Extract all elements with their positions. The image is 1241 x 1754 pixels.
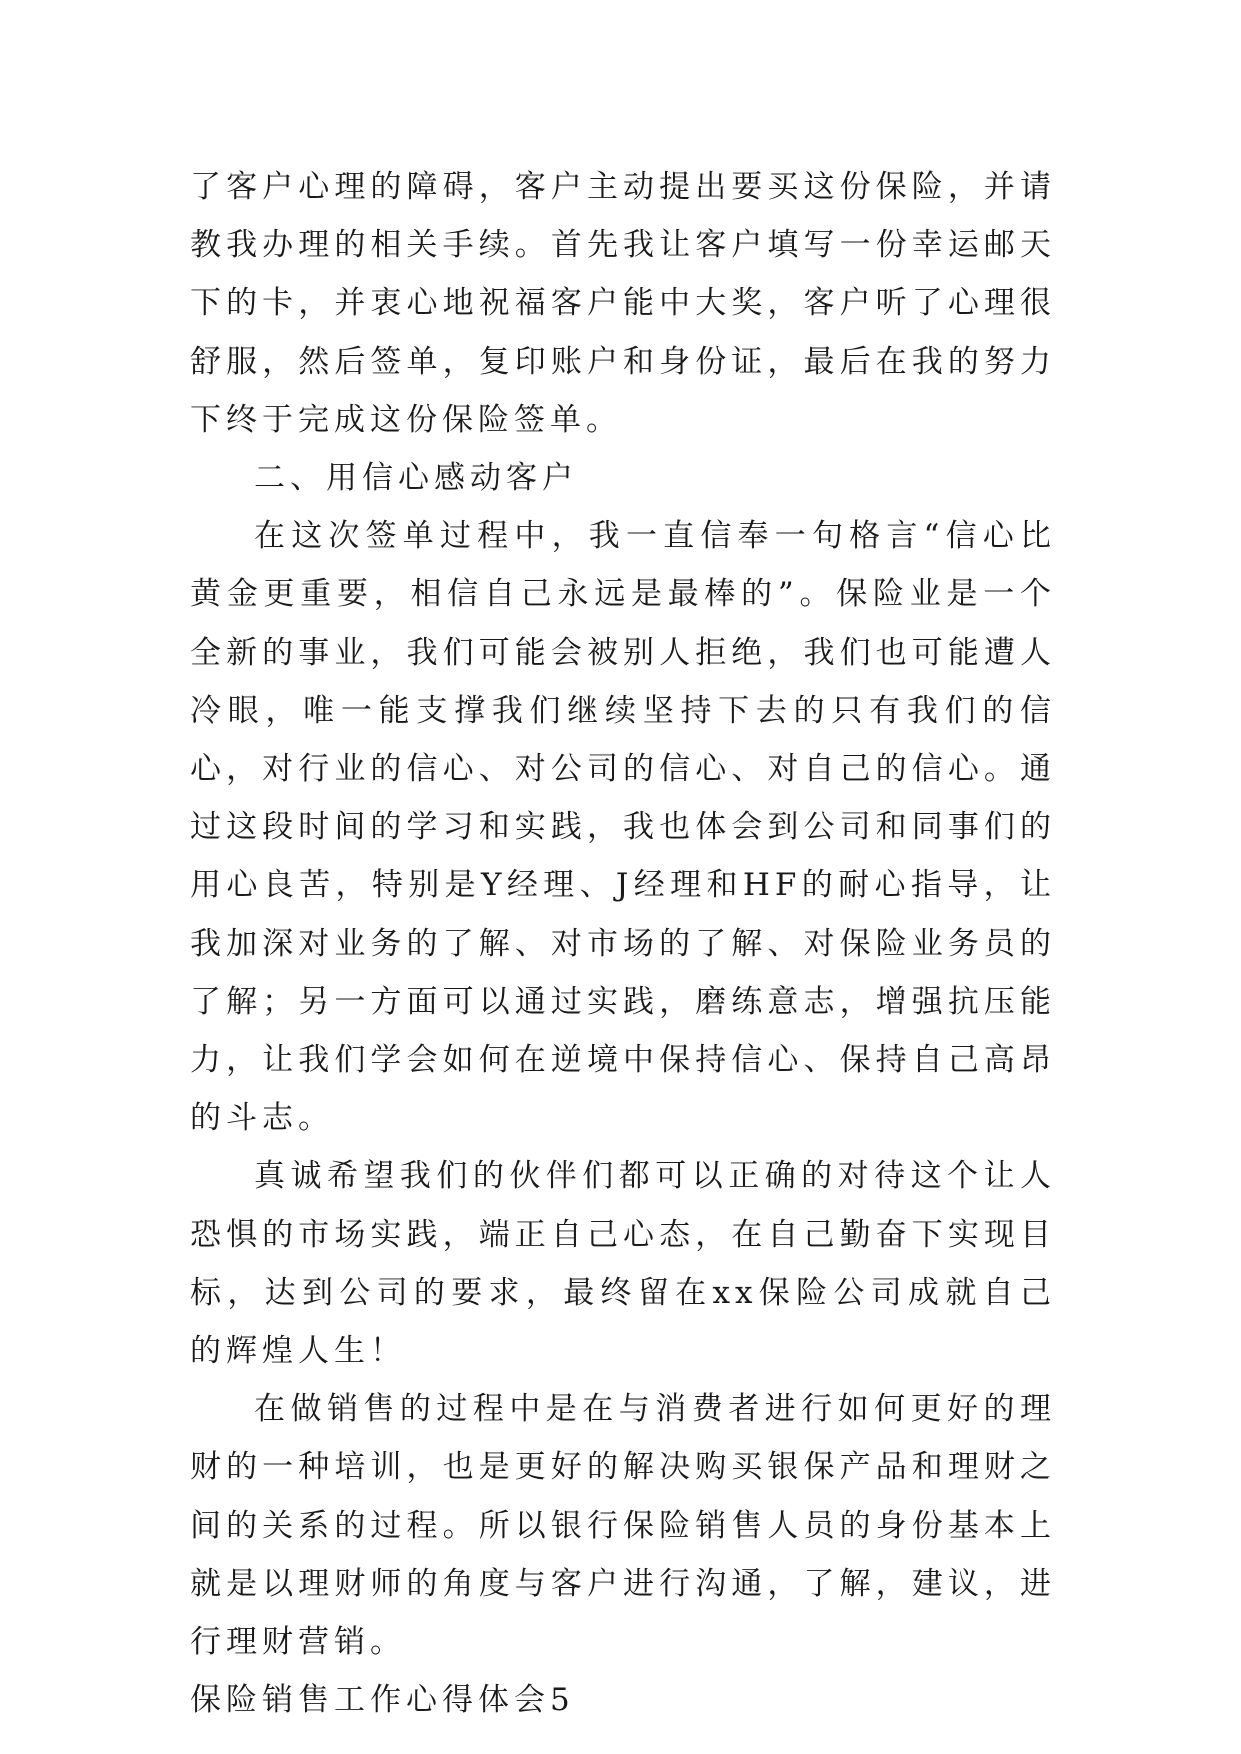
article-title: 保险销售工作心得体会5 bbox=[190, 1682, 575, 1719]
document-body bbox=[190, 158, 1056, 1729]
paragraph-continued: 了客户心理的障碍，客户主动提出要买这份保险，并请教我办理的相关手续。首先我让客户填写一份幸运邮天下的卡，并衷心地祝福客户能中大奖，客户听了心理很舒服，然后签单，复印账户和身份证，最后在我的努力下终于完成这份保险签单。 bbox=[190, 169, 1056, 438]
section-heading: 二、用信心感动客户 bbox=[254, 460, 578, 497]
paragraph-confidence: 在这次签单过程中，我一直信奉一句格言“信心比黄金更重要，相信自己永远是最棒的”。保险业是一个全新的事业，我们可能会被别人拒绝，我们也可能遭人冷眼，唯一能支撑我们继续坚持下去的只有我们的信心，对行业的信心、对公司的信心、对自己的信心。通过这段时间的学习和实践，我也体会到公司和同事们的用心良苦，特别是Y经理、J经理和HF的耐心指导，让我加深对业务的了解、对市场的了解、对保险业务员的了解；另一方面可以通过实践，磨练意志，增强抗压能力，让我们学会如何在逆境中保持信心、保持自己高昂的斗志。 bbox=[190, 518, 1056, 1137]
paragraph-sales-process: 在做销售的过程中是在与消费者进行如何更好的理财的一种培训，也是更好的解决购买银保产品和理财之间的关系的过程。所以银行保险销售人员的身份基本上就是以理财师的角度与客户进行沟通，了解，建议，进行理财营销。 bbox=[190, 1391, 1056, 1661]
paragraph-hope: 真诚希望我们的伙伴们都可以正确的对待这个让人恐惧的市场实践，端正自己心态，在自己勤奋下实现目标，达到公司的要求，最终留在xx保险公司成就自己的辉煌人生！ bbox=[190, 1158, 1056, 1370]
